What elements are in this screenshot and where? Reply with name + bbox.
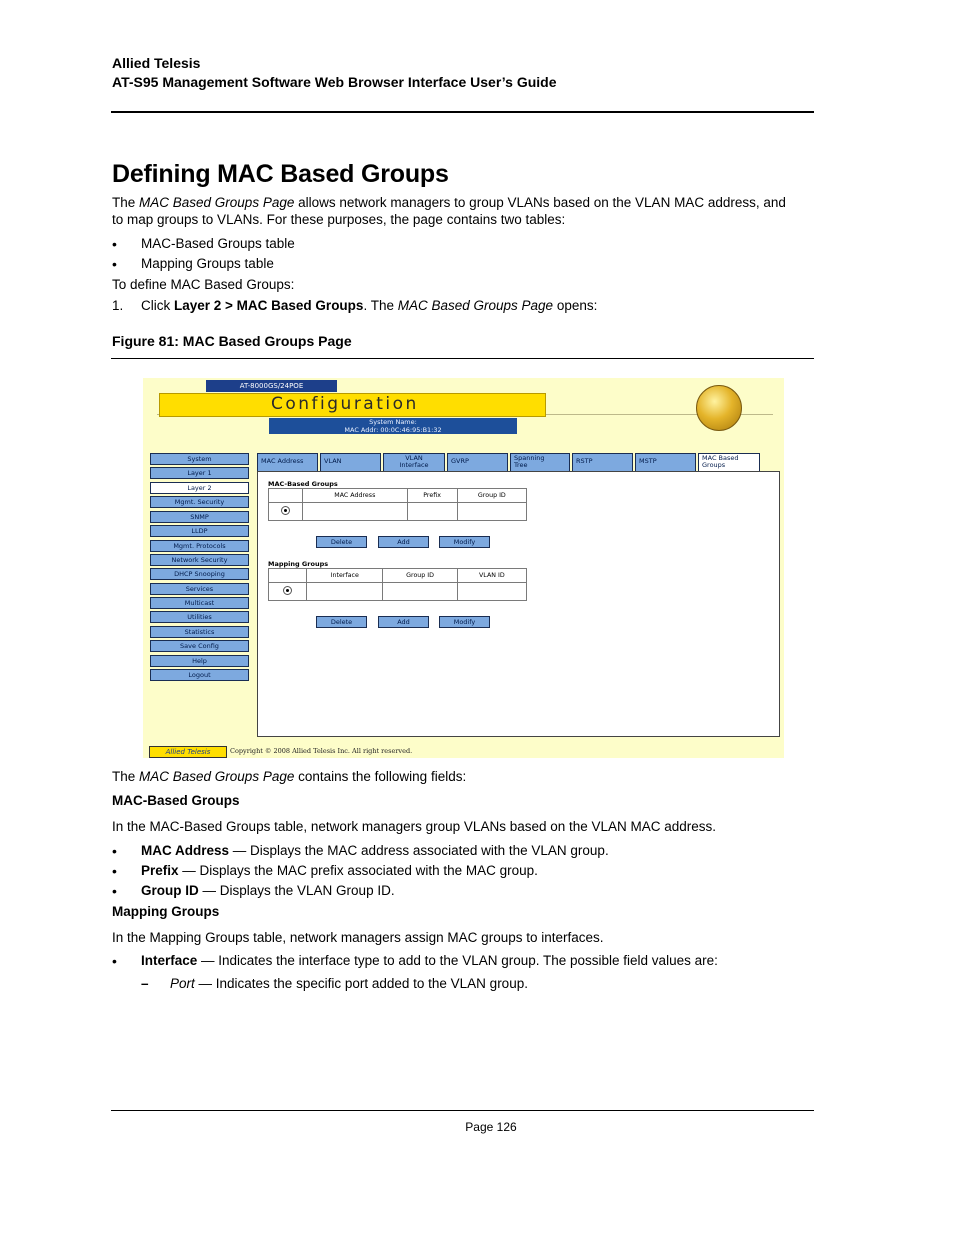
field-term: Group ID (141, 883, 199, 898)
table-header-cell: Group ID (383, 569, 457, 583)
field-item (141, 953, 718, 968)
add-button[interactable]: Add (378, 536, 429, 548)
radio-button[interactable] (281, 506, 290, 515)
mapping-groups-title: Mapping Groups (268, 560, 329, 568)
step-menu-path: Layer 2 > MAC Based Groups (174, 298, 364, 313)
tab-rstp[interactable] (572, 453, 633, 471)
bullet-icon: • (112, 843, 117, 859)
menu-item-save-config[interactable]: Save Config (150, 640, 249, 652)
tab-mstp[interactable] (635, 453, 696, 471)
mapping-groups-table (268, 568, 527, 601)
modify-button[interactable]: Modify (439, 616, 490, 628)
figure-screenshot (143, 378, 784, 758)
bullet-text: Mapping Groups table (141, 256, 274, 271)
mac-groups-desc: In the MAC-Based Groups table, network managers group VLANs based on the VLAN MAC address. (112, 819, 717, 834)
delete-button[interactable]: Delete (316, 536, 367, 548)
delete-button[interactable]: Delete (316, 616, 367, 628)
tab-label-line2: Interface (399, 461, 429, 469)
menu-item-services[interactable]: Services (150, 583, 249, 595)
mac-groups-heading: MAC-Based Groups (112, 793, 240, 808)
copyright-text: Copyright © 2008 Allied Telesis Inc. All right reserved. (230, 747, 413, 755)
radio-cell[interactable] (269, 503, 303, 521)
figure-rule (111, 358, 814, 359)
bullet-text: MAC-Based Groups table (141, 236, 295, 251)
sub-dash: – (141, 976, 149, 991)
menu-item-layer1[interactable]: Layer 1 (150, 467, 249, 479)
tab-vlan-interface[interactable] (383, 453, 445, 471)
menu-item-layer2[interactable]: Layer 2 (150, 482, 249, 494)
tab-spanning-tree[interactable] (510, 453, 570, 471)
intro-post: allows network managers to group VLANs based on the VLAN MAC address, and (294, 195, 786, 210)
intro-italic: MAC Based Groups Page (139, 195, 295, 210)
tab-label: VLAN (324, 457, 342, 465)
step-mid: . The (363, 298, 398, 313)
globe-logo-icon (696, 385, 742, 431)
menu-item-dhcp-snooping[interactable]: DHCP Snooping (150, 568, 249, 580)
table-header-cell: VLAN ID (457, 569, 526, 583)
intro-paragraph (112, 194, 822, 228)
tab-mac-based-groups[interactable] (698, 453, 760, 471)
field-desc: — Displays the VLAN Group ID. (198, 883, 395, 898)
field-term: Prefix (141, 863, 179, 878)
lead-post: contains the following fields: (294, 769, 467, 784)
tab-label: RSTP (576, 457, 593, 465)
define-line: To define MAC Based Groups: (112, 277, 295, 292)
step-italic: MAC Based Groups Page (397, 298, 554, 313)
field-item (141, 883, 395, 898)
intro-line2: to map groups to VLANs. For these purposes, the page contains two tables: (112, 212, 566, 227)
header-rule (111, 111, 814, 113)
tab-label: MAC Based (702, 454, 739, 462)
step-post: opens: (553, 298, 598, 313)
page-number: Page 126 (465, 1120, 517, 1134)
tab-mac-address[interactable] (257, 453, 318, 471)
tab-label: VLAN (405, 454, 423, 462)
guide-title: AT-S95 Management Software Web Browser Interface User’s Guide (112, 74, 557, 90)
field-desc: — Displays the MAC address associated with the VLAN group. (229, 843, 609, 858)
field-desc: — Displays the MAC prefix associated with the MAC group. (178, 863, 538, 878)
bullet-icon: • (112, 863, 117, 879)
tab-vlan[interactable] (320, 453, 381, 471)
sub-item (170, 975, 528, 992)
radio-button[interactable] (283, 586, 292, 595)
mac-addr-label: MAC Addr: 00:0C:46:95:B1:32 (344, 426, 442, 434)
add-button[interactable]: Add (378, 616, 429, 628)
bullet-icon: • (112, 236, 117, 252)
bullet-icon: • (112, 256, 117, 272)
section-title: Defining MAC Based Groups (112, 160, 449, 188)
table-header-cell: Interface (307, 569, 383, 583)
tab-label: MAC Address (261, 457, 304, 465)
table-cell (307, 583, 383, 601)
intro-pre: The (112, 195, 140, 210)
table-cell (383, 583, 457, 601)
table-header-cell: MAC Address (303, 489, 407, 503)
table-row (269, 583, 527, 601)
mapping-groups-heading: Mapping Groups (112, 904, 220, 919)
field-item (141, 843, 609, 858)
tab-label: Spanning (514, 454, 545, 462)
system-name-label: System Name: (369, 418, 417, 426)
figure-caption: Figure 81: MAC Based Groups Page (112, 333, 352, 349)
step-pre: Click (141, 298, 174, 313)
table-cell (457, 503, 526, 521)
menu-item-mgmt-security[interactable]: Mgmt. Security (150, 496, 249, 508)
menu-item-network-security[interactable]: Network Security (150, 554, 249, 566)
lead-italic: MAC Based Groups Page (139, 769, 295, 784)
system-info-box (269, 418, 517, 434)
tab-label: GVRP (451, 457, 469, 465)
banner-title: Configuration (271, 394, 419, 414)
table-header-cell (269, 489, 303, 503)
menu-item-snmp[interactable]: SNMP (150, 511, 249, 523)
fields-lead (112, 768, 466, 785)
sub-term: Port (170, 976, 195, 991)
tab-label-line2: Tree (514, 461, 528, 469)
field-item (141, 863, 538, 878)
mac-groups-table (268, 488, 527, 521)
tab-gvrp[interactable] (447, 453, 508, 471)
modify-button[interactable]: Modify (439, 536, 490, 548)
mapping-groups-desc: In the Mapping Groups table, network managers assign MAC groups to interfaces. (112, 930, 604, 945)
table-row (269, 503, 527, 521)
content-panel (257, 471, 780, 737)
lead-pre: The (112, 769, 140, 784)
menu-item-logout[interactable]: Logout (150, 669, 249, 681)
table-header-cell: Group ID (457, 489, 526, 503)
sub-desc: — Indicates the specific port added to the VLAN group. (194, 976, 528, 991)
menu-item-help[interactable]: Help (150, 655, 249, 667)
radio-cell[interactable] (269, 583, 307, 601)
table-cell (457, 583, 526, 601)
menu-item-lldp[interactable]: LLDP (150, 525, 249, 537)
model-label: AT-8000GS/24POE (206, 380, 337, 392)
menu-item-utilities[interactable]: Utilities (150, 611, 249, 623)
company-name: Allied Telesis (112, 55, 201, 71)
menu-item-mgmt-protocols[interactable]: Mgmt. Protocols (150, 540, 249, 552)
field-desc: — Indicates the interface type to add to the VLAN group. The possible field values are: (197, 953, 718, 968)
table-header-cell (269, 569, 307, 583)
table-header-cell: Prefix (407, 489, 457, 503)
step-text (141, 297, 597, 314)
field-term: MAC Address (141, 843, 230, 858)
table-cell (303, 503, 407, 521)
step-number: 1. (112, 298, 124, 313)
menu-item-system[interactable]: System (150, 453, 249, 465)
menu-item-multicast[interactable]: Multicast (150, 597, 249, 609)
field-term: Interface (141, 953, 198, 968)
mac-groups-title: MAC-Based Groups (268, 480, 338, 488)
allied-telesis-logo: Allied Telesis (149, 746, 227, 758)
menu-item-statistics[interactable]: Statistics (150, 626, 249, 638)
bullet-icon: • (112, 883, 117, 899)
tab-label-line2: Groups (702, 461, 726, 469)
footer-rule (111, 1110, 814, 1111)
table-cell (407, 503, 457, 521)
bullet-icon: • (112, 953, 117, 969)
tab-label: MSTP (639, 457, 657, 465)
